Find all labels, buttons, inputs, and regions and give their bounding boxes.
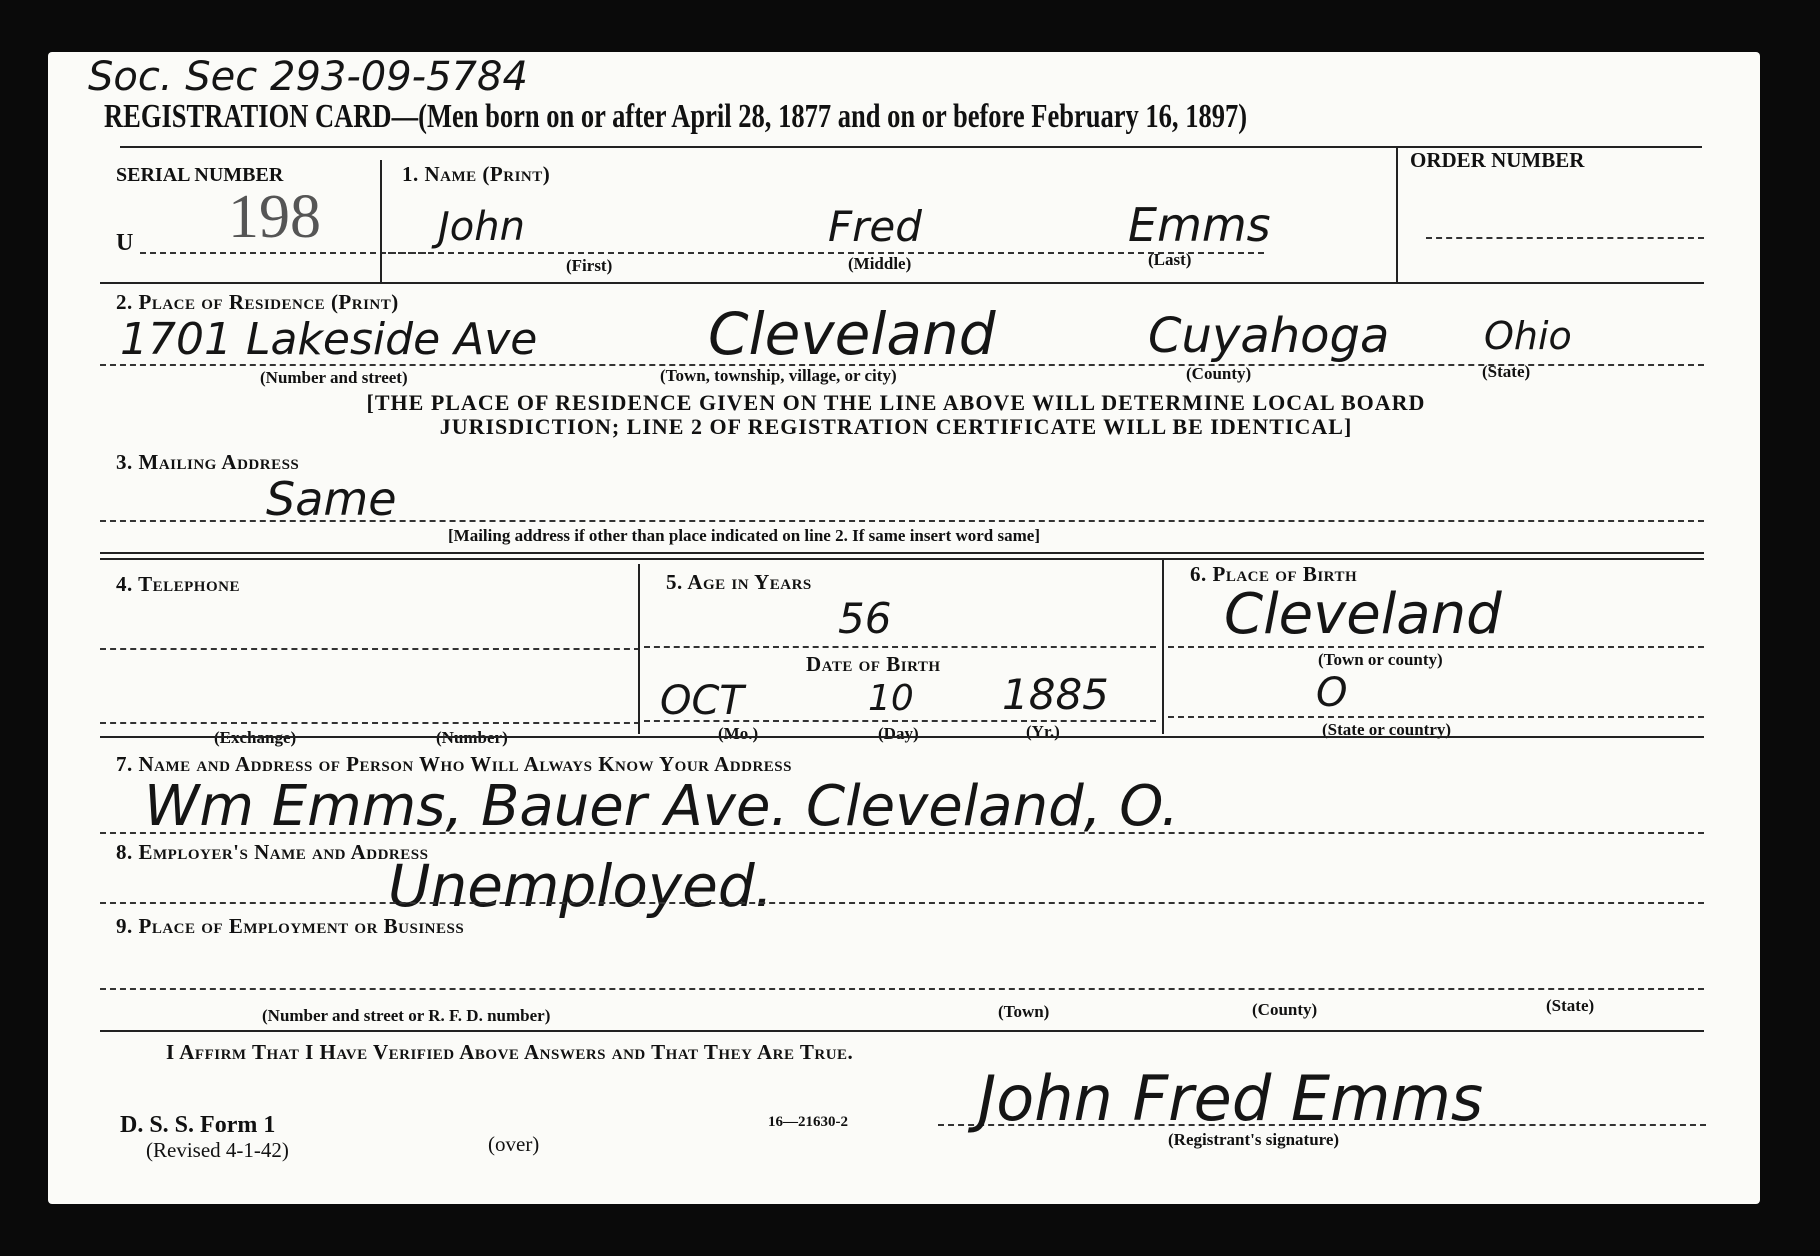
employer-label: 8. Employer's Name and Address	[116, 840, 429, 864]
day-caption: (Day)	[878, 724, 919, 743]
age-value: 56	[838, 594, 892, 643]
last-name: Emms	[1128, 198, 1271, 252]
name-label: 1. Name (Print)	[402, 162, 551, 186]
registrant-signature: John Fred Emms	[978, 1062, 1484, 1135]
mailing-caption: [Mailing address if other than place indicated on line 2. If same insert word same]	[448, 526, 1040, 545]
residence-state: Ohio	[1484, 314, 1572, 358]
registration-card	[48, 52, 1760, 1204]
residence-county: Cuyahoga	[1148, 308, 1390, 364]
signature-caption: (Registrant's signature)	[1168, 1130, 1340, 1149]
serial-number-value: 198	[228, 183, 321, 251]
birthplace-state: O	[1316, 670, 1348, 716]
birth-month: OCT	[660, 678, 744, 724]
birthplace-town-caption: (Town or county)	[1318, 650, 1443, 669]
birthplace-town: Cleveland	[1224, 582, 1502, 647]
middle-name: Fred	[828, 202, 922, 251]
residence-label: 2. Place of Residence (Print)	[116, 290, 399, 314]
mailing-label: 3. Mailing Address	[116, 450, 300, 474]
employment-place-label: 9. Place of Employment or Business	[116, 914, 465, 938]
residence-town: Cleveland	[708, 300, 996, 368]
order-number-label: ORDER NUMBER	[1410, 148, 1585, 172]
street-caption: (Number and street)	[260, 368, 408, 387]
card-title: REGISTRATION CARD—(Men born on or after April 28, 1877 and on or before February 16, 1897)	[104, 98, 1248, 135]
age-label: 5. Age in Years	[666, 570, 812, 594]
first-name: John	[438, 204, 525, 250]
employment-street-caption: (Number and street or R. F. D. number)	[262, 1006, 551, 1025]
birthplace-state-caption: (State or country)	[1322, 720, 1452, 739]
serial-prefix: U	[116, 230, 134, 256]
town-caption: (Town, township, village, or city)	[660, 366, 897, 385]
first-caption: (First)	[566, 256, 613, 275]
employer-value: Unemployed.	[388, 852, 774, 920]
date-of-birth-label: Date of Birth	[806, 652, 941, 676]
mailing-value: Same	[266, 472, 397, 526]
form-name: D. S. S. Form 1	[120, 1112, 276, 1138]
form-revised: (Revised 4-1-42)	[146, 1138, 289, 1162]
jurisdiction-notice-1: [THE PLACE OF RESIDENCE GIVEN ON THE LINE ABOVE WILL DETERMINE LOCAL BOARD	[366, 390, 1426, 415]
birth-year: 1885	[1002, 670, 1109, 719]
residence-street: 1701 Lakeside Ave	[120, 314, 538, 365]
telephone-label: 4. Telephone	[116, 572, 240, 596]
contact-value: Wm Emms, Bauer Ave. Cleveland, O.	[144, 774, 1179, 839]
month-caption: (Mo.)	[718, 724, 759, 743]
last-caption: (Last)	[1148, 250, 1192, 269]
year-caption: (Yr.)	[1026, 722, 1060, 741]
exchange-caption: (Exchange)	[214, 728, 297, 747]
birthplace-label: 6. Place of Birth	[1190, 562, 1358, 586]
employment-county-caption: (County)	[1252, 1000, 1318, 1019]
employment-state-caption: (State)	[1546, 996, 1595, 1015]
jurisdiction-notice-2: JURISDICTION; LINE 2 OF REGISTRATION CERTIFICATE WILL BE IDENTICAL]	[439, 414, 1353, 439]
employment-town-caption: (Town)	[998, 1002, 1050, 1021]
form-over: (over)	[488, 1132, 540, 1156]
middle-caption: (Middle)	[848, 254, 912, 273]
form-code: 16—21630-2	[768, 1114, 848, 1130]
birth-day: 10	[868, 678, 914, 719]
county-caption: (County)	[1186, 364, 1252, 383]
serial-number-label: SERIAL NUMBER	[116, 164, 284, 186]
contact-label: 7. Name and Address of Person Who Will Always Know Your Address	[116, 752, 792, 776]
number-caption: (Number)	[436, 728, 508, 747]
affirmation: I Affirm That I Have Verified Above Answers and That They Are True.	[166, 1040, 854, 1064]
state-caption: (State)	[1482, 362, 1531, 381]
social-security-note: Soc. Sec 293-09-5784	[88, 54, 528, 100]
